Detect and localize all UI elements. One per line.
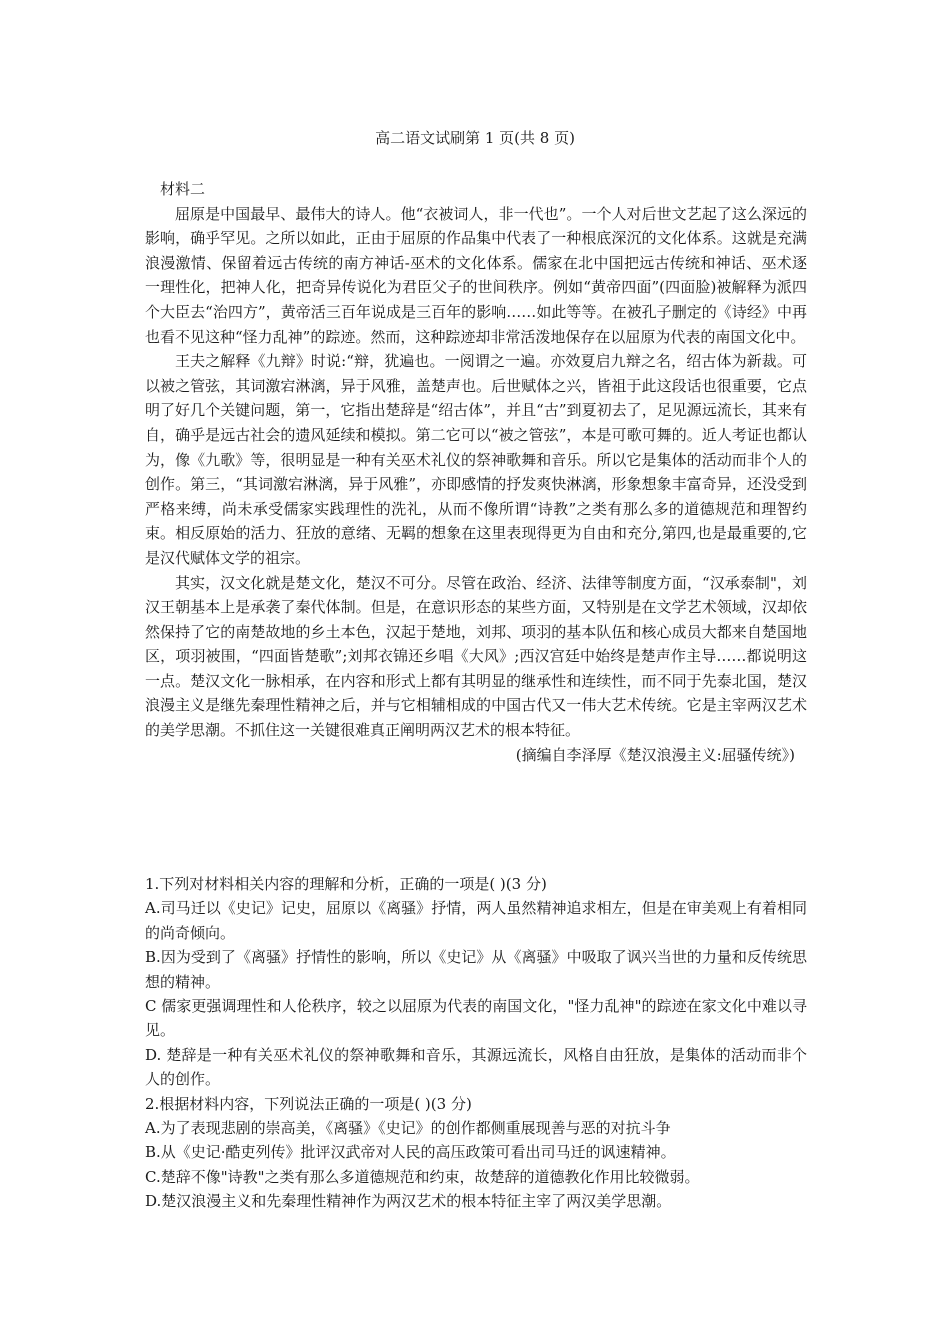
question-2-stem: 2.根据材料内容，下列说法正确的一项是( )(3 分) xyxy=(145,1094,472,1113)
question-1-option-c: C 儒家更强调理性和人伦秩序，较之以屈原为代表的南国文化，"怪力乱神"的踪迹在家文化中难以寻见。 xyxy=(145,997,807,1040)
question-2-option-c: C.楚辞不像"诗教"之类有那么多道德规范和约束，故楚辞的道德教化作用比较微弱。 xyxy=(145,1167,700,1186)
material-section xyxy=(145,177,807,767)
page-header xyxy=(0,128,950,148)
page-header-title: 高二语文试刷第 1 页(共 8 页) xyxy=(375,129,575,147)
question-2 xyxy=(145,1092,807,1214)
question-1-option-d: D. 楚辞是一种有关巫术礼仪的祭神歌舞和音乐，其源远流长，风格自由狂放，是集体的活动而非个人的创作。 xyxy=(145,1045,807,1089)
material-label: 材料二 xyxy=(160,180,206,198)
material-paragraph-3: 其实，汉文化就是楚文化，楚汉不可分。尽管在政治、经济、法律等制度方面，“汉承泰制"，刘汉王朝基本上是承袭了秦代体制。但是，在意识形态的某些方面，又特别是在文学艺术领域，汉却依然保持了它的南楚故地的乡土本色，汉起于楚地，刘邦、项羽的基本队伍和核心成员大都来自楚国地区，项羽被围，“四面皆楚歌”;刘邦衣锦还乡唱《大风》;西汉宫廷中始终是楚声作主导……都说明这一点。楚汉文化一脉相承，在内容和形式上都有其明显的继承性和连续性，而不同于先泰北国，楚汉浪漫主义是继先秦理性精神之后，并与它相辅相成的中国古代又一伟大艺术传统。它是主宰两汉艺术的美学思潮。不抓住这一关键很难真正阐明两汉艺术的根本特征。 xyxy=(145,573,807,740)
question-2-option-b: B.从《史记·酷吏列传》批评汉武帝对人民的高压政策可看出司马迁的讽速精神。 xyxy=(145,1143,676,1162)
material-source: (摘编自李泽厚《楚汉浪漫主义:屈骚传统》) xyxy=(515,745,795,764)
question-1 xyxy=(145,872,807,1092)
questions-section xyxy=(145,872,807,1214)
material-paragraph-2: 王夫之解释《九辩》时说:“辩，犹遍也。一阅谓之一遍。亦效夏启九辩之名，绍古体为新裁。可以被之管弦，其词激宕淋漓，异于风雅，盖楚声也。后世赋体之兴，皆祖于此这段话也很重要，它点明了好几个关键问题，第一，它指出楚辞是“绍古体”，并且“古”到夏初去了，足见源远流长，其来有自，确乎是远古社会的遗风延续和模拟。第二它可以“被之管弦”，本是可歌可舞的。近人考证也都认为，像《九歌》等，很明显是一种有关巫术礼仪的祭神歌舞和音乐。所以它是集体的活动而非个人的创作。第三，“其词激宕淋漓，异于风雅”，亦即感情的抒发爽快淋漓，形象想象丰富奇异，还没受到严格来缚，尚未承受儒家实践理性的洗礼，从而不像所谓“诗教”之类有那么多的道德规范和理智约束。相反原始的活力、狂放的意绪、无羁的想象在这里表现得更为自由和充分,第四,也是最重要的,它是汉代赋体文学的祖宗。 xyxy=(145,352,807,567)
question-1-option-b: B.因为受到了《离骚》抒情性的影响，所以《史记》从《离骚》中吸取了讽兴当世的力量和反传统思想的精神。 xyxy=(145,948,807,991)
material-paragraph-1: 屈原是中国最早、最伟大的诗人。他“衣被词人，非一代也”。一个人对后世文艺起了这么深远的影响，确乎罕见。之所以如此，正由于屈原的作品集中代表了一种根底深沉的文化体系。这就是充满浪漫激情、保留着远古传统的南方神话-巫术的文化体系。儒家在北中国把远古传统和神话、巫术逐一理性化，把神人化，把奇异传说化为君臣父子的世间秩序。例如“黄帝四面”(四面脸)被解释为派四个大臣去“治四方”，黄帝活三百年说成是三百年的影响……如此等等。在被孔子删定的《诗经》中再也看不见这种“怪力乱神”的踪迹。然而，这种踪迹却非常活泼地保存在以屈原为代表的南国文化中。 xyxy=(145,204,807,346)
question-2-option-d: D.楚汉浪漫主义和先秦理性精神作为两汉艺术的根本特征主宰了两汉美学思潮。 xyxy=(145,1192,672,1211)
question-1-option-a: A.司马迁以《史记》记史，屈原以《离骚》抒情，两人虽然精神追求相左，但是在审美观上有着相同的尚奇倾向。 xyxy=(145,899,807,942)
question-1-stem: 1.下列对材料相关内容的理解和分析，正确的一项是( )(3 分) xyxy=(145,875,547,893)
question-2-option-a: A.为了表现悲剧的崇高美，《离骚》《史记》的创作都侧重展现善与恶的对抗斗争 xyxy=(145,1119,671,1138)
